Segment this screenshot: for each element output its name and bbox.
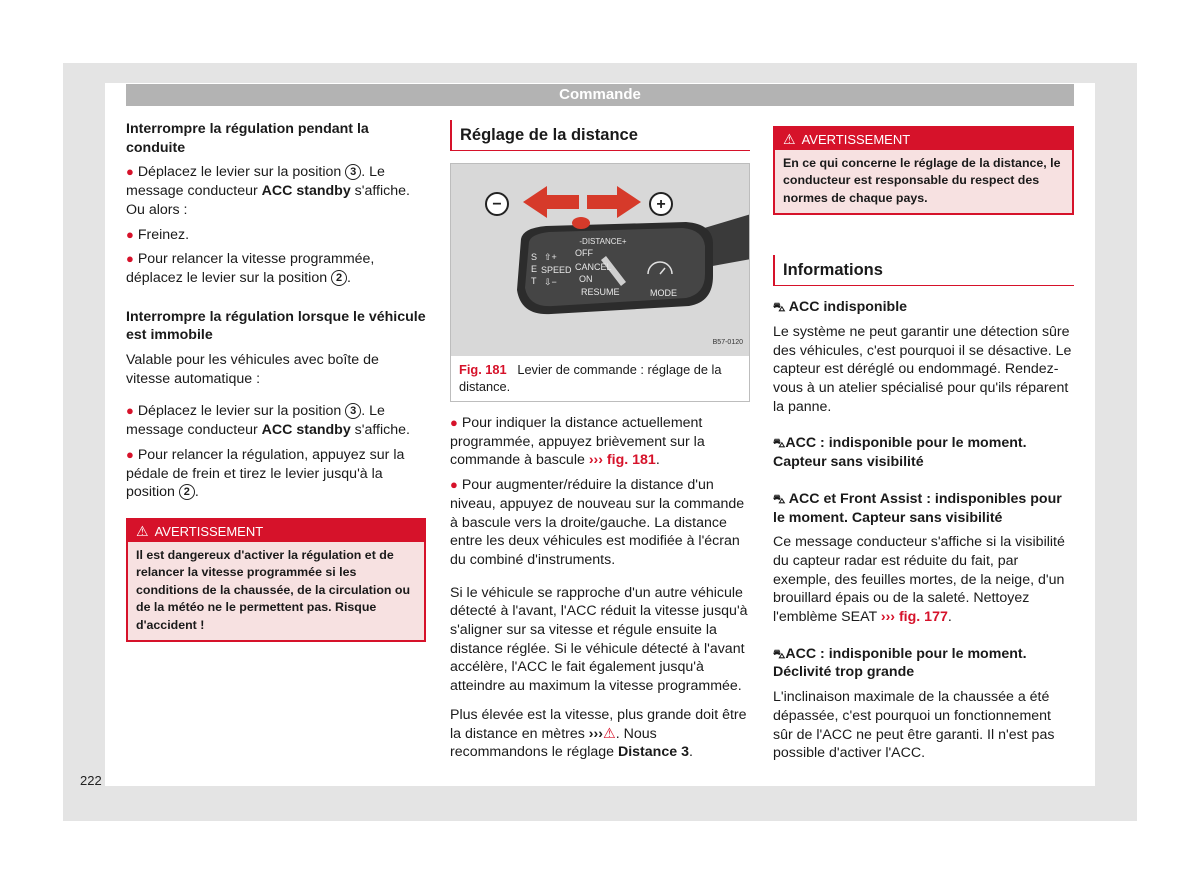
figure-label: Fig. 181 xyxy=(459,362,507,377)
speed-label: SPEED xyxy=(541,265,572,275)
warning-icon: ⚠ xyxy=(136,522,149,539)
e-label: E xyxy=(531,264,538,274)
paragraph: Si le véhicule se rapproche d'un autre véhicule détecté à l'avant, l'ACC réduit la vitesse jusqu'à s'aligner sur sa vitesse et régule ensuite la distance réglée. Si le véhicule détecté à l'avant accélère, l'ACC le fait également jusqu'à atteindre au maximum la vitesse programmée. xyxy=(450,584,748,695)
bullet-item: ● Pour augmenter/réduire la distance d'un niveau, appuyez de nouveau sur la commande à bascule vers la droite/gauche. La distance entre les deux véhicules est modifiée à l'écran du combiné d'instruments. xyxy=(450,477,745,568)
heading-interrupt-driving: Interrompre la régulation pendant la conduite xyxy=(126,121,369,156)
acc-icon: ⛍ xyxy=(773,646,786,661)
position-number: 3 xyxy=(345,403,361,419)
paragraph: Ce message conducteur s'affiche si la visibilité du capteur radar est réduite du fait, par exemple, des feuilles mortes, de la neige, d'un brouillard épais ou de la saleté. Nettoyez l'emblème SEAT ››› fig. 177. xyxy=(773,534,1065,626)
bullet-icon: ● xyxy=(450,477,458,493)
warning-text: Il est dangereux d'activer la régulation et de relancer la vitesse programmée si les conditions de la chaussée, de la circulation ou de la météo ne le permettent pas. Risque d'accident ! xyxy=(128,542,424,640)
position-number: 3 xyxy=(345,164,361,180)
resume-label: RESUME xyxy=(581,287,620,297)
bullet-icon: ● xyxy=(450,415,458,430)
figure-181 xyxy=(450,163,750,402)
bullet-icon: ● xyxy=(126,403,134,419)
column-middle xyxy=(450,120,750,768)
distance-label: -DISTANCE+ xyxy=(579,237,627,246)
figure-code: B57-0120 xyxy=(712,339,743,347)
acc-icon: ⛍ xyxy=(773,491,786,506)
warning-link[interactable]: ››› xyxy=(588,725,603,742)
minus-label: − xyxy=(492,196,502,213)
paragraph: L'inclinaison maximale de la chaussée a été dépassée, c'est pourquoi un fonctionnement sûr de l'ACC ne peut être garanti. Il n'est pas possible d'activer l'ACC. xyxy=(773,689,1055,762)
s-label: S xyxy=(531,252,538,262)
warning-box xyxy=(126,518,426,642)
off-label: OFF xyxy=(575,248,593,258)
bullet-icon: ● xyxy=(126,251,134,267)
warning-box xyxy=(773,126,1074,215)
info-title: ⛍ ACC et Front Assist : indisponibles pour le moment. Capteur sans visibilité xyxy=(773,490,1062,526)
t-label: T xyxy=(531,276,537,286)
lever-illustration xyxy=(451,164,749,356)
page-number: 222 xyxy=(80,773,102,788)
mode-label: MODE xyxy=(650,288,677,298)
figure-link[interactable]: ››› fig. 177 xyxy=(880,609,948,626)
on-label: ON xyxy=(579,274,593,284)
warning-header: ⚠ AVERTISSEMENT xyxy=(775,128,1072,150)
paragraph: Valable pour les véhicules avec boîte de vitesse automatique : xyxy=(126,352,379,387)
bullet-icon: ● xyxy=(126,164,134,180)
paragraph: Plus élevée est la vitesse, plus grande doit être la distance en mètres ›››⚠. Nous recommandons le réglage Distance 3. xyxy=(450,706,747,761)
bullet-item: ● Freinez. xyxy=(126,226,190,243)
acc-icon: ⛍ xyxy=(773,300,786,315)
bullet-item: ● Pour indiquer la distance actuellement programmée, appuyez brièvement sur la commande à bascule ››› fig. 181. xyxy=(450,415,705,469)
position-number: 2 xyxy=(179,484,195,500)
arrow-up-icon: ⇧+ xyxy=(544,252,557,262)
bullet-icon: ● xyxy=(126,446,134,462)
info-title: ⛍ACC : indisponible pour le moment. Déclivité trop grande xyxy=(773,645,1027,681)
info-title: ⛍ ACC indisponible xyxy=(773,299,908,316)
plus-label: + xyxy=(656,196,666,213)
lever-drawing xyxy=(451,164,749,356)
acc-icon: ⛍ xyxy=(773,436,786,451)
warning-icon: ⚠ xyxy=(783,131,796,147)
cancel-label: CANCEL xyxy=(575,262,612,272)
section-title: Réglage de la distance xyxy=(450,120,750,151)
figure-caption: Fig. 181 Levier de commande : réglage de la distance. xyxy=(459,362,722,394)
section-title: Informations xyxy=(773,255,1074,286)
info-title: ⛍ACC : indisponible pour le moment. Capteur sans visibilité xyxy=(773,435,1027,471)
bullet-icon: ● xyxy=(126,226,134,242)
bullet-item: ● Pour relancer la régulation, appuyez sur la pédale de frein et tirez le levier jusqu'à la position 2 . xyxy=(126,446,405,501)
chapter-header: Commande xyxy=(126,84,1074,106)
warning-icon: ⚠ xyxy=(602,725,616,742)
figure-link[interactable]: ››› fig. 181 xyxy=(588,452,656,469)
column-right xyxy=(773,126,1074,769)
arrow-down-icon: ⇩− xyxy=(544,277,557,287)
bullet-item: ● Déplacez le levier sur la position 3 . Le message conducteur ACC standby s'affiche. xyxy=(126,403,410,439)
column-left xyxy=(126,120,426,648)
warning-text: En ce qui concerne le réglage de la distance, le conducteur est responsable du respect des normes de chaque pays. xyxy=(775,150,1072,213)
bullet-item: ● Déplacez le levier sur la position 3 . Le message conducteur ACC standby s'affiche. Ou alors : xyxy=(126,164,410,218)
warning-header: ⚠ AVERTISSEMENT xyxy=(128,520,424,542)
paragraph: Le système ne peut garantir une détection sûre des véhicules, c'est pourquoi il se désactive. Le capteur est déréglé ou endommagé. Rendez-vous à un atelier spécialisé pour qu'ils réparent la panne. xyxy=(773,323,1072,415)
heading-interrupt-stopped: Interrompre la régulation lorsque le véhicule est immobile xyxy=(126,308,426,344)
bullet-item: ● Pour relancer la vitesse programmée, déplacez le levier sur la position 2 . xyxy=(126,251,375,286)
position-number: 2 xyxy=(331,270,347,286)
